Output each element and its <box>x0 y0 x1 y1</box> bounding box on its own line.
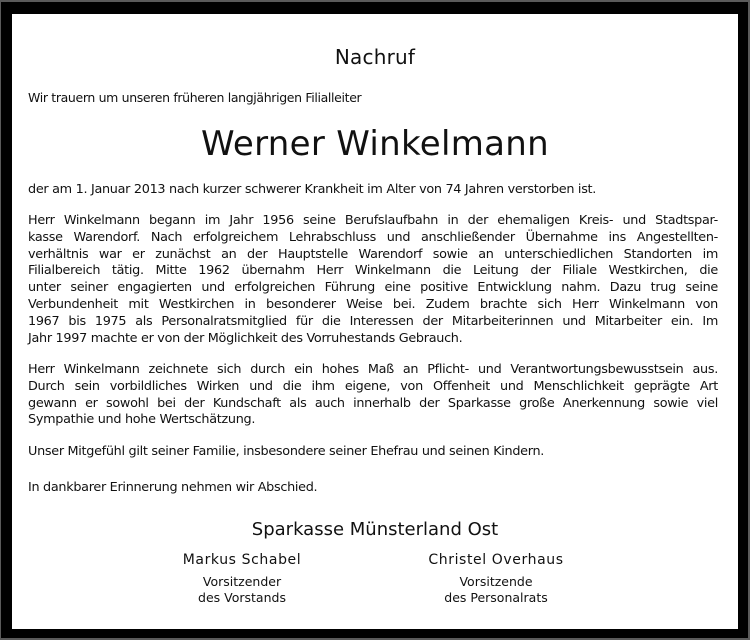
text-line: 1967 bis 1975 als Personalratsmitglied für die Interessen der Mitarbeiterinnen und Mitarbeiter ein. Im <box>28 313 718 329</box>
signatory-left <box>142 552 342 606</box>
text-line: kasse Warendorf. Nach erfolgreichem Lehrabschluss und anschließender Übernahme ins Angestellten- <box>28 229 718 245</box>
death-notice <box>28 182 718 199</box>
intro-text: Wir trauern um unseren früheren langjährigen Filialleiter <box>28 90 362 105</box>
deceased-name: Werner Winkelmann <box>200 124 550 164</box>
organization-name: Sparkasse Münsterland Ost <box>251 519 499 540</box>
text-line: Jahr 1997 machte er von der Möglichkeit des Vorruhestands Gebrauch. <box>28 330 463 346</box>
signatory-right <box>396 552 596 606</box>
role-line: des Vorstands <box>198 590 286 605</box>
text-line: In dankbarer Erinnerung nehmen wir Abschied. <box>28 480 318 495</box>
text-line: Filialbereich tätig. Mitte 1962 übernahm Herr Winkelmann die Leitung der Filiale Westkirchen, die <box>28 263 718 279</box>
text-line: Herr Winkelmann zeichnete sich durch ein hohes Maß an Pflicht- und Verantwortungsbewusstsein aus. <box>28 362 718 377</box>
death-notice-line: der am 1. Januar 2013 nach kurzer schwerer Krankheit im Alter von 74 Jahren verstorben ist. <box>28 182 597 197</box>
signatory-role <box>142 574 342 606</box>
obituary-page <box>12 14 738 629</box>
text-line: gewann er sowohl bei der Kundschaft als auch innerhalb der Sparkasse große Anerkennung sowie viel <box>28 395 718 411</box>
farewell-paragraph <box>28 480 718 497</box>
text-line: verhältnis war er zunächst an der Hauptstelle Warendorf sowie an unterschiedlichen Standorten im <box>28 246 718 262</box>
signatory-name: Christel Overhaus <box>428 552 564 568</box>
role-line: Vorsitzender <box>202 574 282 589</box>
text-line: Unser Mitgefühl gilt seiner Familie, insbesondere seiner Ehefrau und seinen Kindern. <box>28 444 545 459</box>
text-line: Verbundenheit mit Westkirchen in besonderer Weise bei. Zudem brachte sich Herr Winkelmann von <box>28 296 718 312</box>
signatory-role <box>396 574 596 606</box>
obituary-border <box>1 2 748 638</box>
tribute-paragraph <box>28 362 718 429</box>
text-line: Sympathie und hohe Wertschätzung. <box>28 412 256 428</box>
obituary-heading: Nachruf <box>334 45 416 69</box>
text-line: Durch sein vorbildliches Wirken und die ihm eigene, von Offenheit und Menschlichkeit geprägte Art <box>28 378 718 394</box>
role-line: des Personalrats <box>444 590 548 605</box>
biography-paragraph <box>28 213 718 347</box>
text-line: unter seiner engagierten und erfolgreichen Führung eine positive Entwicklung nahm. Dazu trug seine <box>28 280 718 296</box>
signatory-name: Markus Schabel <box>182 552 302 568</box>
condolence-paragraph <box>28 444 718 461</box>
text-line: Herr Winkelmann begann im Jahr 1956 seine Berufslaufbahn in der ehemaligen Kreis- und Stadtspar- <box>28 213 718 228</box>
role-line: Vorsitzende <box>459 574 533 589</box>
